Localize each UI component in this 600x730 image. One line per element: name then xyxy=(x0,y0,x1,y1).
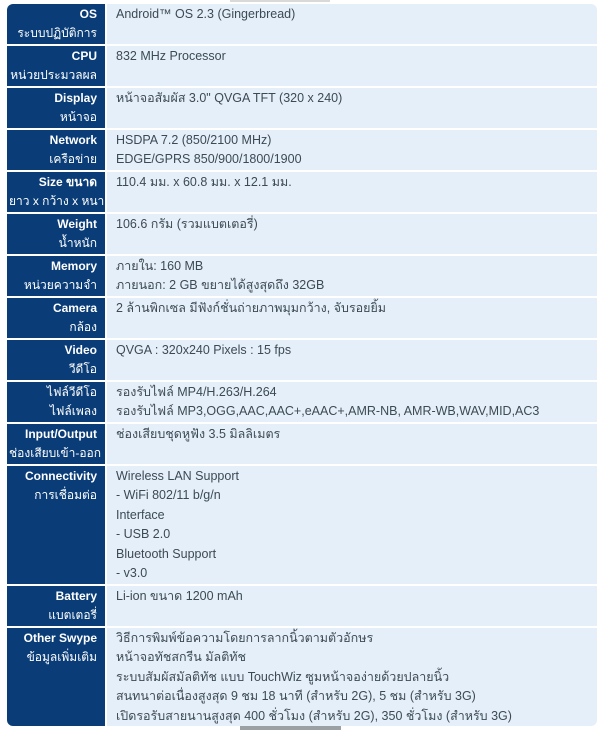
spec-value-line: ช่องเสียบชุดหูฟัง 3.5 มิลลิเมตร xyxy=(116,427,281,441)
table-row xyxy=(7,214,597,254)
spec-label-line: Other Swype xyxy=(23,631,97,645)
spec-value-media-files xyxy=(107,382,597,422)
spec-value-line: วิธีการพิมพ์ข้อความโดยการลากนิ้วตามตัวอักษร xyxy=(116,631,374,645)
spec-value-line: หน้าจอทัชสกรีน มัลติทัช xyxy=(116,650,247,665)
spec-value-input-output xyxy=(107,424,597,464)
spec-label-line: Input/Output xyxy=(25,427,97,441)
spec-label-cpu xyxy=(7,46,105,86)
spec-label-connectivity xyxy=(7,466,105,584)
spec-value-os xyxy=(107,4,597,44)
spec-label-line: Camera xyxy=(52,301,97,315)
spec-label-line: Connectivity xyxy=(24,469,97,483)
spec-value-line: 110.4 มม. x 60.8 มม. x 12.1 มม. xyxy=(116,175,292,189)
spec-value-line: 832 MHz Processor xyxy=(116,49,226,63)
spec-value-line: รองรับไฟล์ MP3,OGG,AAC,AAC+,eAAC+,AMR-NB, AMR-WB,WAV,MID,AC3 xyxy=(116,404,540,419)
table-row xyxy=(7,298,597,338)
spec-label-display xyxy=(7,88,105,128)
spec-label-line: แบตเตอรี่ xyxy=(48,608,97,623)
spec-label-line: OS xyxy=(79,7,97,21)
table-row xyxy=(7,46,597,86)
spec-label-other-swype xyxy=(7,628,105,726)
spec-label-line: หน่วยประมวลผล xyxy=(10,68,97,83)
spec-value-line: - USB 2.0 xyxy=(116,527,171,542)
table-row xyxy=(7,88,597,128)
table-row xyxy=(7,130,597,170)
spec-value-line: - v3.0 xyxy=(116,566,148,581)
spec-label-line: Network xyxy=(49,133,97,147)
spec-value-connectivity xyxy=(107,466,597,584)
spec-label-line: Video xyxy=(64,343,97,357)
cropped-content-strip-bottom xyxy=(240,726,341,730)
spec-label-size xyxy=(7,172,105,212)
spec-value-line: QVGA : 320x240 Pixels : 15 fps xyxy=(116,343,292,357)
spec-label-line: Size ขนาด xyxy=(38,175,97,189)
spec-value-line: 106.6 กรัม (รวมแบตเตอรี่) xyxy=(116,217,258,231)
table-row xyxy=(7,172,597,212)
spec-label-line: น้ำหนัก xyxy=(58,236,97,251)
spec-value-line: สนทนาต่อเนื่องสูงสุด 9 ชม 18 นาที (สำหรับ 2G), 5 ชม (สำหรับ 3G) xyxy=(116,689,476,704)
spec-value-line: Bluetooth Support xyxy=(116,546,217,561)
table-row xyxy=(7,586,597,626)
spec-value-weight xyxy=(107,214,597,254)
table-row xyxy=(7,424,597,464)
spec-label-media-files xyxy=(7,382,105,422)
table-row xyxy=(7,466,597,584)
table-row xyxy=(7,256,597,296)
spec-value-line: EDGE/GPRS 850/900/1800/1900 xyxy=(116,152,302,167)
spec-label-video xyxy=(7,340,105,380)
spec-value-line: Android™ OS 2.3 (Gingerbread) xyxy=(116,7,296,21)
spec-label-line: Display xyxy=(54,91,97,105)
spec-label-input-output xyxy=(7,424,105,464)
spec-value-video xyxy=(107,340,597,380)
spec-value-line: รองรับไฟล์ MP4/H.263/H.264 xyxy=(116,385,277,399)
spec-label-os xyxy=(7,4,105,44)
spec-label-line: กล้อง xyxy=(69,320,97,335)
spec-value-line: เปิดรอรับสายนานสูงสุด 400 ชั่วโมง (สำหรับ 2G), 350 ชั่วโมง (สำหรับ 3G) xyxy=(116,708,512,723)
spec-label-line: ยาว x กว้าง x หนา xyxy=(9,194,105,209)
spec-value-other-swype xyxy=(107,628,597,726)
spec-value-display xyxy=(107,88,597,128)
spec-label-network xyxy=(7,130,105,170)
spec-label-memory xyxy=(7,256,105,296)
table-row xyxy=(7,628,597,726)
spec-value-line: 2 ล้านพิกเซล มีฟังก์ชั่นถ่ายภาพมุมกว้าง, จับรอยยิ้ม xyxy=(116,301,387,315)
spec-label-line: ไฟล์วีดีโอ xyxy=(46,385,97,399)
cropped-content-strip-top xyxy=(230,0,330,2)
spec-label-line: หน้าจอ xyxy=(59,110,97,125)
spec-label-camera xyxy=(7,298,105,338)
spec-value-camera xyxy=(107,298,597,338)
spec-label-battery xyxy=(7,586,105,626)
spec-label-line: วีดีโอ xyxy=(68,362,97,377)
spec-label-line: Battery xyxy=(55,589,97,603)
spec-value-line: ระบบสัมผัสมัลติทัช แบบ TouchWiz ซูมหน้าจอง่ายด้วยปลายนิ้ว xyxy=(116,669,450,684)
spec-value-line: ภายใน: 160 MB xyxy=(116,259,204,273)
spec-value-cpu xyxy=(107,46,597,86)
table-row xyxy=(7,382,597,422)
spec-label-line: หน่วยความจำ xyxy=(23,278,97,293)
spec-label-line: การเชื่อมต่อ xyxy=(34,488,97,503)
spec-label-line: ไฟล์เพลง xyxy=(49,404,97,419)
spec-label-line: CPU xyxy=(71,49,97,63)
table-row xyxy=(7,340,597,380)
spec-value-line: HSDPA 7.2 (850/2100 MHz) xyxy=(116,133,272,147)
spec-value-line: Interface xyxy=(116,507,165,522)
spec-label-weight xyxy=(7,214,105,254)
spec-label-line: เครือข่าย xyxy=(49,152,97,167)
spec-label-line: ระบบปฏิบัติการ xyxy=(17,26,97,41)
spec-label-line: ข้อมูลเพิ่มเติม xyxy=(26,650,97,665)
spec-label-line: ช่องเสียบเข้า-ออก xyxy=(9,446,102,461)
spec-table xyxy=(7,4,597,726)
table-row xyxy=(7,4,597,44)
spec-value-size xyxy=(107,172,597,212)
spec-value-line: ภายนอก: 2 GB ขยายได้สูงสุดถึง 32GB xyxy=(116,278,325,293)
spec-value-battery xyxy=(107,586,597,626)
spec-value-line: - WiFi 802/11 b/g/n xyxy=(116,488,221,503)
spec-value-line: Wireless LAN Support xyxy=(116,469,239,483)
spec-value-line: Li-ion ขนาด 1200 mAh xyxy=(116,589,243,603)
spec-label-line: Memory xyxy=(50,259,97,273)
spec-value-line: หน้าจอสัมผัส 3.0" QVGA TFT (320 x 240) xyxy=(116,91,343,105)
spec-value-network xyxy=(107,130,597,170)
spec-value-memory xyxy=(107,256,597,296)
spec-label-line: Weight xyxy=(57,217,97,231)
